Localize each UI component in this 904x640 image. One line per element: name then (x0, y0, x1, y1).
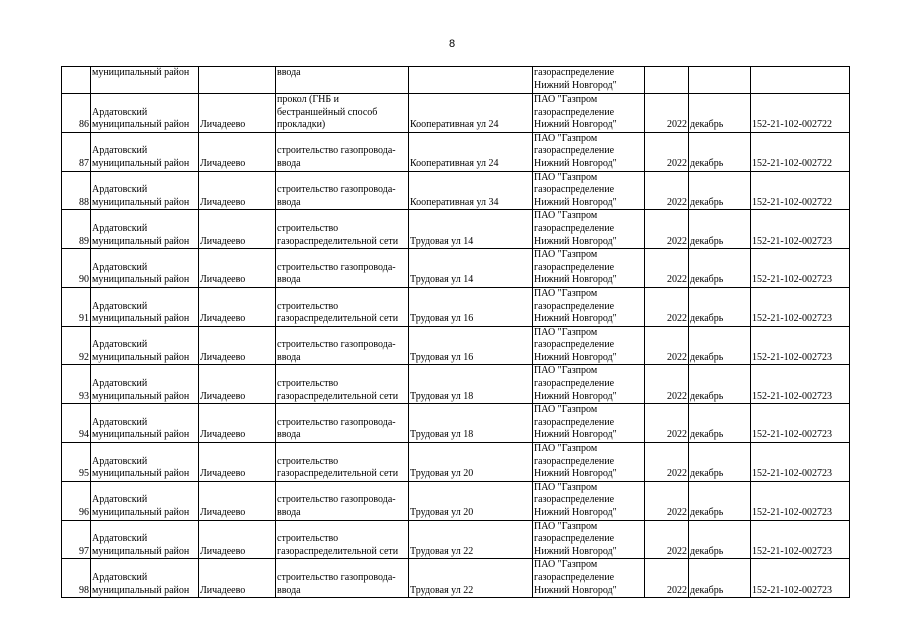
district-line: муниципальный район (92, 545, 190, 557)
org-line: Нижний Новгород" (534, 507, 617, 518)
org-line: ПАО "Газпром (534, 94, 598, 105)
cell-district (91, 171, 199, 210)
table-row (62, 443, 850, 482)
org-line: газораспределение (534, 67, 615, 78)
org-line: Нижний Новгород" (534, 119, 617, 131)
org-line: Нижний Новгород" (534, 584, 617, 596)
work-line: строительство (277, 533, 339, 545)
cell-street: Трудовая ул 22 (409, 520, 533, 559)
work-line: ввода (277, 429, 301, 441)
district-line: Ардатовский (92, 455, 148, 467)
org-line: ПАО "Газпром (534, 404, 598, 416)
table-row (62, 210, 850, 249)
district-line: Ардатовский (92, 106, 148, 118)
work-line: ввода (277, 507, 301, 518)
cell-year: 2022 (645, 559, 689, 598)
table-row (62, 249, 850, 288)
cell-street: Трудовая ул 18 (409, 365, 533, 404)
cell-settlement: Личадеево (199, 520, 276, 559)
cell-street: Трудовая ул 20 (409, 443, 533, 482)
org-line: ПАО "Газпром (534, 365, 598, 377)
cell-org (533, 67, 645, 94)
cell-code: 152-21-102-002723 (751, 249, 850, 288)
org-line: газораспределение (534, 184, 615, 196)
cell-work (276, 132, 409, 171)
work-line: ввода (277, 584, 301, 596)
district-line: Ардатовский (92, 339, 148, 351)
table-row (62, 559, 850, 598)
cell-num: 96 (62, 481, 91, 520)
cell-month: декабрь (689, 94, 751, 133)
cell-settlement: Личадеево (199, 443, 276, 482)
cell-street: Кооперативная ул 24 (409, 132, 533, 171)
work-line: строительство (277, 222, 339, 234)
cell-code: 152-21-102-002722 (751, 132, 850, 171)
cell-work (276, 365, 409, 404)
cell-num: 92 (62, 326, 91, 365)
cell-num (62, 67, 91, 94)
cell-month: декабрь (689, 210, 751, 249)
table-row (62, 481, 850, 520)
district-line: муниципальный район (92, 157, 190, 169)
district-line: Ардатовский (92, 494, 148, 506)
district-line: Ардатовский (92, 261, 148, 273)
cell-code: 152-21-102-002723 (751, 326, 850, 365)
cell-settlement: Личадеево (199, 94, 276, 133)
cell-year: 2022 (645, 365, 689, 404)
cell-code (751, 67, 850, 94)
cell-month: декабрь (689, 326, 751, 365)
cell-work (276, 520, 409, 559)
cell-org (533, 249, 645, 288)
cell-month: декабрь (689, 171, 751, 210)
work-line: строительство (277, 455, 339, 467)
work-line: ввода (277, 351, 301, 363)
org-line: ПАО "Газпром (534, 132, 598, 144)
work-line: газораспределительной сети (277, 545, 399, 557)
work-line: строительство (277, 378, 339, 390)
cell-org (533, 94, 645, 133)
cell-street: Трудовая ул 20 (409, 481, 533, 520)
cell-settlement: Личадеево (199, 404, 276, 443)
gasification-table (61, 66, 850, 598)
cell-month: декабрь (689, 365, 751, 404)
cell-month: декабрь (689, 287, 751, 326)
cell-org (533, 443, 645, 482)
cell-month: декабрь (689, 249, 751, 288)
cell-street: Трудовая ул 18 (409, 404, 533, 443)
cell-org (533, 404, 645, 443)
cell-code: 152-21-102-002722 (751, 94, 850, 133)
work-line: газораспределительной сети (277, 468, 399, 480)
org-line: газораспределение (534, 300, 615, 312)
work-line: строительство газопровода- (277, 145, 396, 157)
org-line: газораспределение (534, 494, 615, 506)
cell-month: декабрь (689, 481, 751, 520)
district-line: Ардатовский (92, 378, 148, 390)
cell-year: 2022 (645, 326, 689, 365)
district-line: муниципальный район (92, 584, 190, 596)
cell-district (91, 365, 199, 404)
cell-num: 86 (62, 94, 91, 133)
cell-year: 2022 (645, 249, 689, 288)
org-line: ПАО "Газпром (534, 520, 598, 532)
cell-code: 152-21-102-002723 (751, 365, 850, 404)
district-line: муниципальный район (92, 429, 190, 441)
cell-district (91, 249, 199, 288)
cell-code: 152-21-102-002723 (751, 210, 850, 249)
table-row (62, 287, 850, 326)
org-line: Нижний Новгород" (534, 545, 617, 557)
cell-org (533, 559, 645, 598)
district-line: Ардатовский (92, 184, 148, 196)
org-line: газораспределение (534, 261, 615, 273)
work-line: строительство газопровода- (277, 261, 396, 273)
district-line: Ардатовский (92, 145, 148, 157)
cell-district (91, 132, 199, 171)
cell-settlement: Личадеево (199, 559, 276, 598)
org-line: Нижний Новгород" (534, 429, 617, 441)
org-line: Нижний Новгород" (534, 351, 617, 363)
cell-year: 2022 (645, 287, 689, 326)
table-row (62, 171, 850, 210)
org-line: газораспределение (534, 145, 615, 157)
cell-org (533, 171, 645, 210)
cell-org (533, 365, 645, 404)
cell-num: 94 (62, 404, 91, 443)
cell-code: 152-21-102-002723 (751, 520, 850, 559)
cell-district (91, 94, 199, 133)
org-line: ПАО "Газпром (534, 481, 598, 493)
district-line: муниципальный район (92, 507, 190, 518)
cell-street (409, 67, 533, 94)
cell-code: 152-21-102-002723 (751, 481, 850, 520)
cell-org (533, 132, 645, 171)
cell-code: 152-21-102-002723 (751, 559, 850, 598)
table-row (62, 365, 850, 404)
org-line: Нижний Новгород" (534, 157, 617, 169)
cell-street: Трудовая ул 14 (409, 210, 533, 249)
cell-code: 152-21-102-002723 (751, 287, 850, 326)
cell-work (276, 326, 409, 365)
cell-street: Трудовая ул 16 (409, 287, 533, 326)
org-line: Нижний Новгород" (534, 235, 617, 247)
work-line: строительство газопровода- (277, 416, 396, 428)
org-line: ПАО "Газпром (534, 210, 598, 222)
cell-month: декабрь (689, 520, 751, 559)
table-row (62, 404, 850, 443)
cell-month (689, 67, 751, 94)
cell-year: 2022 (645, 210, 689, 249)
org-line: газораспределение (534, 571, 615, 583)
org-line: Нижний Новгород" (534, 274, 617, 286)
cell-code: 152-21-102-002723 (751, 404, 850, 443)
cell-district (91, 520, 199, 559)
table-row (62, 326, 850, 365)
org-line: газораспределение (534, 455, 615, 467)
work-line: газораспределительной сети (277, 390, 399, 402)
org-line: ПАО "Газпром (534, 249, 598, 261)
district-line: муниципальный район (92, 274, 190, 286)
cell-district (91, 481, 199, 520)
cell-num: 89 (62, 210, 91, 249)
cell-year: 2022 (645, 132, 689, 171)
table-body (62, 67, 850, 598)
cell-org (533, 326, 645, 365)
cell-num: 90 (62, 249, 91, 288)
org-line: ПАО "Газпром (534, 326, 598, 338)
work-line: строительство газопровода- (277, 494, 396, 506)
work-line: прокол (ГНБ и (277, 94, 339, 105)
cell-year: 2022 (645, 404, 689, 443)
cell-org (533, 287, 645, 326)
district-line: муниципальный район (92, 235, 190, 247)
work-line: бестраншейный способ (277, 106, 378, 118)
org-line: Нижний Новгород" (534, 468, 617, 480)
cell-district (91, 67, 199, 94)
cell-settlement: Личадеево (199, 210, 276, 249)
cell-settlement: Личадеево (199, 481, 276, 520)
table-row (62, 94, 850, 133)
org-line: ПАО "Газпром (534, 287, 598, 299)
org-line: ПАО "Газпром (534, 559, 598, 571)
cell-district (91, 443, 199, 482)
cell-district (91, 559, 199, 598)
cell-year: 2022 (645, 443, 689, 482)
cell-year: 2022 (645, 171, 689, 210)
cell-num: 88 (62, 171, 91, 210)
cell-year: 2022 (645, 94, 689, 133)
cell-year: 2022 (645, 481, 689, 520)
org-line: газораспределение (534, 416, 615, 428)
district-line: Ардатовский (92, 222, 148, 234)
district-line: муниципальный район (92, 313, 190, 325)
cell-street: Кооперативная ул 24 (409, 94, 533, 133)
cell-settlement: Личадеево (199, 132, 276, 171)
work-line: прокладки) (277, 119, 326, 131)
cell-num: 97 (62, 520, 91, 559)
work-line: строительство газопровода- (277, 184, 396, 196)
cell-month: декабрь (689, 132, 751, 171)
cell-month: декабрь (689, 443, 751, 482)
cell-org (533, 481, 645, 520)
cell-district (91, 287, 199, 326)
cell-code: 152-21-102-002723 (751, 443, 850, 482)
cell-district (91, 404, 199, 443)
org-line: Нижний Новгород" (534, 196, 617, 208)
cell-district (91, 326, 199, 365)
org-line: ПАО "Газпром (534, 171, 598, 183)
org-line: газораспределение (534, 339, 615, 351)
org-line: газораспределение (534, 222, 615, 234)
district-line: Ардатовский (92, 571, 148, 583)
cell-work (276, 404, 409, 443)
cell-num: 87 (62, 132, 91, 171)
table-row (62, 132, 850, 171)
cell-num: 93 (62, 365, 91, 404)
work-line: ввода (277, 274, 301, 286)
cell-street: Кооперативная ул 34 (409, 171, 533, 210)
work-line: строительство газопровода- (277, 571, 396, 583)
district-line: Ардатовский (92, 416, 148, 428)
cell-work (276, 559, 409, 598)
cell-street: Трудовая ул 14 (409, 249, 533, 288)
cell-settlement: Личадеево (199, 249, 276, 288)
district-line: муниципальный район (92, 119, 190, 131)
cell-num: 91 (62, 287, 91, 326)
cell-settlement: Личадеево (199, 287, 276, 326)
cell-work (276, 249, 409, 288)
cell-work (276, 287, 409, 326)
cell-work (276, 171, 409, 210)
cell-work (276, 210, 409, 249)
work-line: газораспределительной сети (277, 235, 399, 247)
work-line: газораспределительной сети (277, 313, 399, 325)
cell-code: 152-21-102-002722 (751, 171, 850, 210)
work-line: ввода (277, 196, 301, 208)
cell-settlement: Личадеево (199, 171, 276, 210)
district-line: муниципальный район (92, 468, 190, 480)
org-line: Нижний Новгород" (534, 390, 617, 402)
cell-work (276, 94, 409, 133)
cell-district (91, 210, 199, 249)
table-row-continued (62, 67, 850, 94)
work-line: ввода (277, 67, 301, 78)
org-line: газораспределение (534, 378, 615, 390)
cell-year (645, 67, 689, 94)
cell-street: Трудовая ул 22 (409, 559, 533, 598)
cell-street: Трудовая ул 16 (409, 326, 533, 365)
org-line: газораспределение (534, 533, 615, 545)
district-line: Ардатовский (92, 300, 148, 312)
table-row (62, 520, 850, 559)
district-line: муниципальный район (92, 67, 190, 78)
cell-work (276, 481, 409, 520)
cell-settlement: Личадеево (199, 365, 276, 404)
cell-work (276, 443, 409, 482)
work-line: строительство газопровода- (277, 339, 396, 351)
org-line: Нижний Новгород" (534, 313, 617, 325)
cell-settlement (199, 67, 276, 94)
cell-num: 98 (62, 559, 91, 598)
district-line: муниципальный район (92, 390, 190, 402)
cell-month: декабрь (689, 559, 751, 598)
work-line: строительство (277, 300, 339, 312)
cell-num: 95 (62, 443, 91, 482)
cell-settlement: Личадеево (199, 326, 276, 365)
org-line: Нижний Новгород" (534, 79, 617, 91)
org-line: газораспределение (534, 106, 615, 118)
cell-year: 2022 (645, 520, 689, 559)
district-line: Ардатовский (92, 533, 148, 545)
cell-org (533, 210, 645, 249)
cell-org (533, 520, 645, 559)
district-line: муниципальный район (92, 351, 190, 363)
cell-month: декабрь (689, 404, 751, 443)
org-line: ПАО "Газпром (534, 443, 598, 455)
cell-work (276, 67, 409, 94)
page-number: 8 (448, 38, 456, 50)
work-line: ввода (277, 157, 301, 169)
district-line: муниципальный район (92, 196, 190, 208)
